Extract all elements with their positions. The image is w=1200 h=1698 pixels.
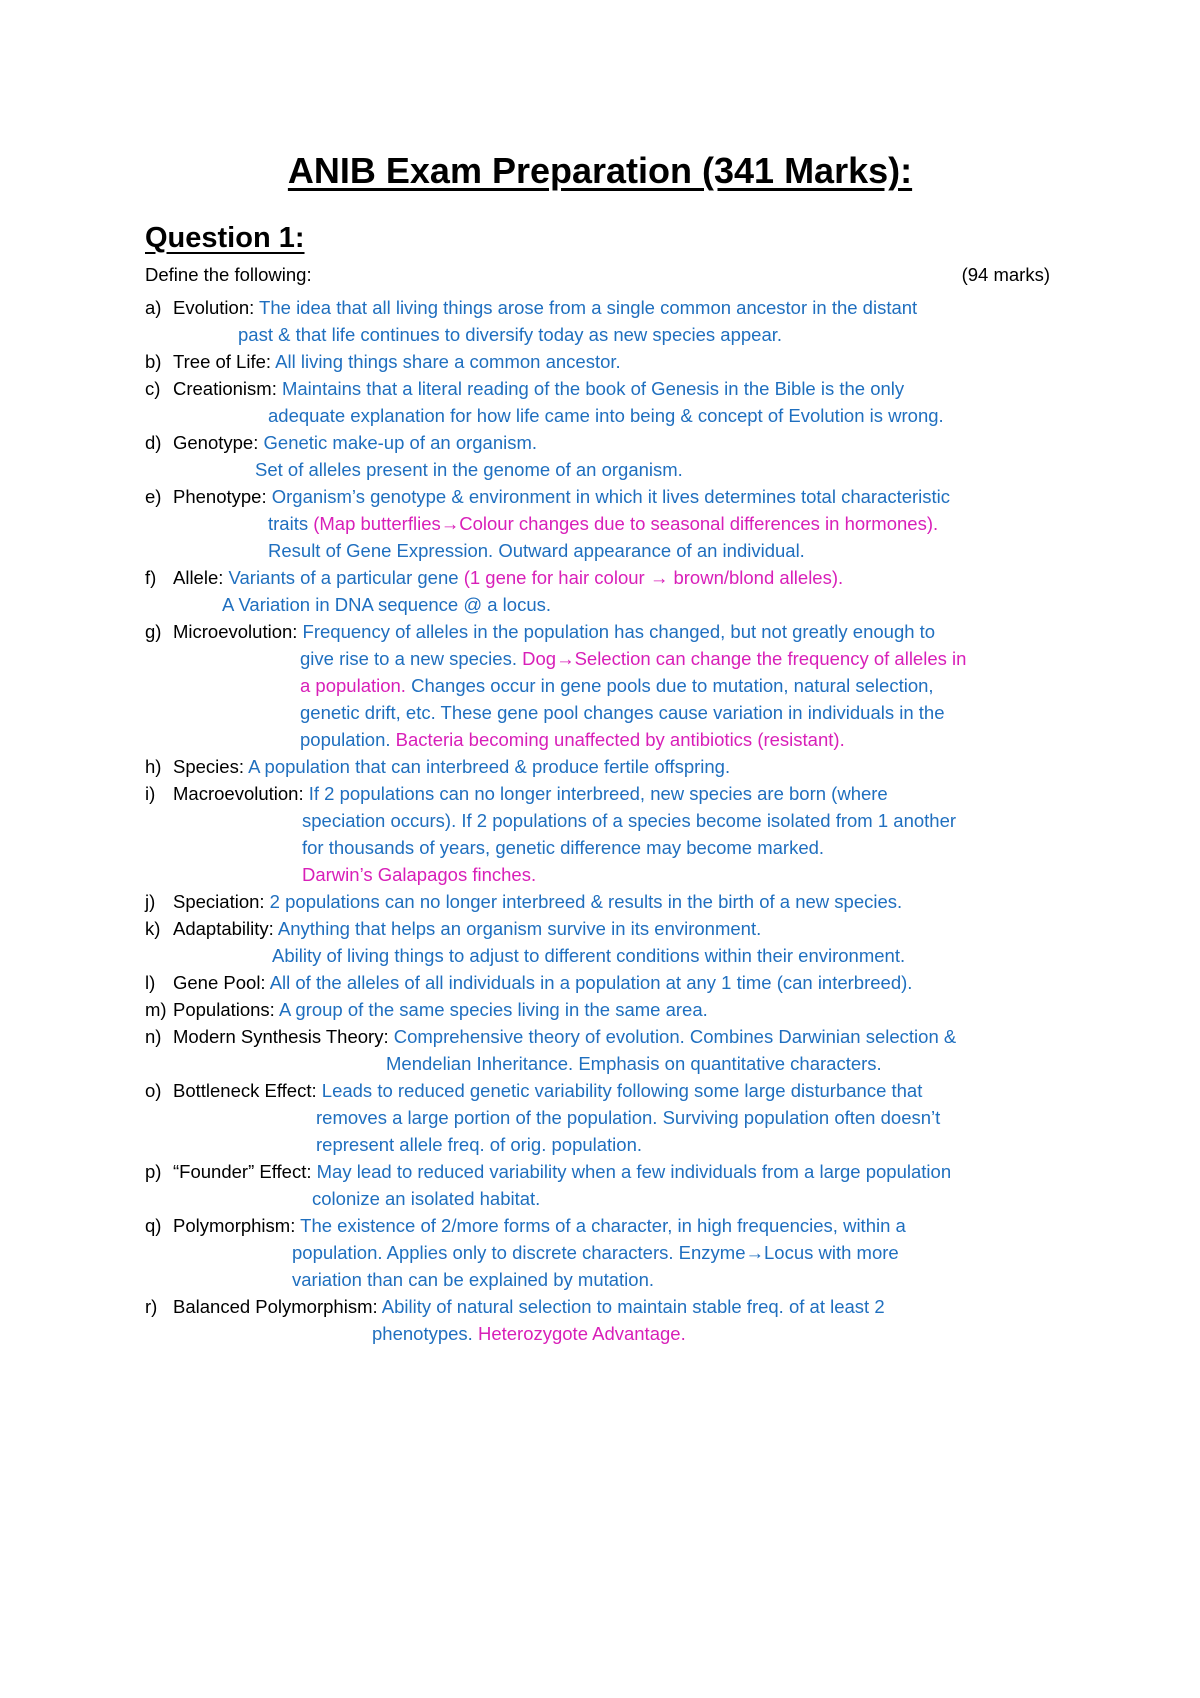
definition-line bbox=[145, 485, 950, 509]
definition-continuation-line bbox=[255, 458, 683, 482]
definition-text: Organism’s genotype & environment in which it lives determines total characteristic bbox=[266, 486, 951, 507]
page-title: ANIB Exam Preparation (341 Marks): bbox=[287, 150, 913, 191]
definition-text: (Map butterflies bbox=[313, 513, 441, 534]
definition-continuation-line bbox=[222, 593, 551, 617]
instruction-text: Define the following: bbox=[145, 264, 312, 285]
definition-term: Gene Pool: bbox=[173, 972, 266, 993]
definition-text: (1 gene for hair colour bbox=[463, 567, 650, 588]
definition-continuation-line bbox=[302, 836, 824, 860]
definition-letter: f) bbox=[145, 567, 157, 588]
definition-text: past & that life continues to diversify today as new species appear. bbox=[238, 324, 783, 345]
definition-line bbox=[145, 917, 761, 941]
definition-continuation-line bbox=[386, 1052, 882, 1076]
arrow-icon: → bbox=[556, 648, 575, 669]
definition-text: The idea that all living things arose from a single common ancestor in the distant bbox=[254, 297, 918, 318]
definition-text: Changes occur in gene pools due to mutation, natural selection, bbox=[405, 675, 934, 696]
definition-text: adequate explanation for how life came into being & concept of Evolution is wrong. bbox=[268, 405, 944, 426]
definition-text: population. bbox=[300, 729, 396, 750]
definition-text: If 2 populations can no longer interbreed, new species are born (where bbox=[303, 783, 888, 804]
definition-text: All living things share a common ancestor. bbox=[271, 351, 621, 372]
definition-text: Heterozygote Advantage. bbox=[477, 1323, 686, 1344]
definition-line bbox=[145, 755, 730, 779]
definition-letter: h) bbox=[145, 756, 162, 777]
definition-term: Genotype: bbox=[173, 432, 259, 453]
definition-text: genetic drift, etc. These gene pool changes cause variation in individuals in the bbox=[300, 702, 945, 723]
definition-letter: m) bbox=[145, 999, 167, 1020]
marks-label: (94 marks) bbox=[961, 264, 1050, 285]
definition-line bbox=[145, 1214, 906, 1238]
definition-text: colonize an isolated habitat. bbox=[312, 1188, 541, 1209]
definition-text: Anything that helps an organism survive in its environment. bbox=[273, 918, 762, 939]
definition-letter: q) bbox=[145, 1215, 162, 1236]
definition-text: Set of alleles present in the genome of an organism. bbox=[255, 459, 683, 480]
definition-term: Speciation: bbox=[173, 891, 265, 912]
definition-term: Populations: bbox=[173, 999, 275, 1020]
definition-line bbox=[145, 350, 621, 374]
definition-term: Tree of Life: bbox=[173, 351, 272, 372]
definition-text: Ability of natural selection to maintain stable freq. of at least 2 bbox=[377, 1296, 885, 1317]
definition-line bbox=[145, 377, 904, 401]
definition-letter: b) bbox=[145, 351, 162, 372]
definition-term: Bottleneck Effect: bbox=[173, 1080, 317, 1101]
definition-continuation-line bbox=[312, 1187, 540, 1211]
definition-text: phenotypes. bbox=[372, 1323, 478, 1344]
definition-letter: k) bbox=[145, 918, 161, 939]
definition-letter: n) bbox=[145, 1026, 162, 1047]
definition-text: A Variation in DNA sequence @ a locus. bbox=[222, 594, 552, 615]
definition-term: Modern Synthesis Theory: bbox=[173, 1026, 389, 1047]
definition-line bbox=[145, 431, 537, 455]
definition-text: population. Applies only to discrete characters. Enzyme bbox=[292, 1242, 746, 1263]
definition-text: variation than can be explained by mutation. bbox=[292, 1269, 655, 1290]
definition-text: Dog bbox=[522, 648, 557, 669]
definition-line bbox=[145, 566, 843, 590]
definition-text: Variants of a particular gene bbox=[223, 567, 464, 588]
definition-text: for thousands of years, genetic difference may become marked. bbox=[302, 837, 825, 858]
arrow-icon: → bbox=[649, 567, 669, 588]
definition-term: “Founder” Effect: bbox=[173, 1161, 312, 1182]
definition-line bbox=[145, 296, 917, 320]
definition-text: Result of Gene Expression. Outward appearance of an individual. bbox=[268, 540, 805, 561]
definition-line bbox=[145, 620, 935, 644]
definition-term: Creationism: bbox=[173, 378, 277, 399]
definition-text: A group of the same species living in the same area. bbox=[274, 999, 708, 1020]
definition-text: Locus with more bbox=[764, 1242, 899, 1263]
definition-text: The existence of 2/more forms of a character, in high frequencies, within a bbox=[295, 1215, 906, 1236]
definition-text: a population. bbox=[300, 675, 406, 696]
definition-line bbox=[145, 998, 708, 1022]
definition-continuation-line bbox=[300, 647, 966, 671]
definition-continuation-line bbox=[372, 1322, 686, 1346]
definition-line bbox=[145, 782, 888, 806]
definition-letter: o) bbox=[145, 1080, 162, 1101]
definition-term: Macroevolution: bbox=[173, 783, 304, 804]
definition-text: Ability of living things to adjust to different conditions within their environment. bbox=[272, 945, 906, 966]
definition-continuation-line bbox=[302, 863, 536, 887]
definition-continuation-line bbox=[268, 512, 938, 536]
definition-term: Adaptability: bbox=[173, 918, 274, 939]
definition-letter: i) bbox=[145, 783, 156, 804]
definition-letter: c) bbox=[145, 378, 161, 399]
definition-line bbox=[145, 890, 902, 914]
definition-line bbox=[145, 1295, 885, 1319]
arrow-icon: → bbox=[745, 1242, 764, 1263]
definition-continuation-line bbox=[300, 674, 934, 698]
definition-text: represent allele freq. of orig. population. bbox=[316, 1134, 643, 1155]
definition-text: Genetic make-up of an organism. bbox=[258, 432, 538, 453]
definition-text: brown/blond alleles). bbox=[668, 567, 844, 588]
definition-text: speciation occurs). If 2 populations of a species become isolated from 1 another bbox=[302, 810, 957, 831]
definition-term: Microevolution: bbox=[173, 621, 298, 642]
definition-line bbox=[145, 1160, 951, 1184]
definition-text: Mendelian Inheritance. Emphasis on quantitative characters. bbox=[386, 1053, 882, 1074]
definition-text: Darwin’s Galapagos finches. bbox=[302, 864, 537, 885]
definition-text: A population that can interbreed & produce fertile offspring. bbox=[243, 756, 731, 777]
definition-letter: j) bbox=[145, 891, 156, 912]
arrow-icon: → bbox=[440, 513, 460, 534]
definition-letter: d) bbox=[145, 432, 162, 453]
definition-continuation-line bbox=[302, 809, 956, 833]
definition-text: May lead to reduced variability when a few individuals from a large population bbox=[311, 1161, 952, 1182]
definition-continuation-line bbox=[316, 1133, 642, 1157]
definition-continuation-line bbox=[300, 728, 845, 752]
definition-text: Bacteria becoming unaffected by antibiotics (resistant). bbox=[395, 729, 845, 750]
definition-term: Allele: bbox=[173, 567, 224, 588]
definition-term: Species: bbox=[173, 756, 244, 777]
definition-line bbox=[145, 971, 912, 995]
definition-continuation-line bbox=[292, 1268, 654, 1292]
definition-line bbox=[145, 1025, 956, 1049]
definition-text: Frequency of alleles in the population has changed, but not greatly enough to bbox=[297, 621, 936, 642]
definition-text: Leads to reduced genetic variability following some large disturbance that bbox=[316, 1080, 923, 1101]
definition-continuation-line bbox=[272, 944, 905, 968]
definition-text: removes a large portion of the population. Surviving population often doesn’t bbox=[316, 1107, 941, 1128]
definition-continuation-line bbox=[238, 323, 782, 347]
definition-continuation-line bbox=[268, 404, 944, 428]
definition-text: All of the alleles of all individuals in a population at any 1 time (can interbreed). bbox=[265, 972, 913, 993]
definition-text: Comprehensive theory of evolution. Combines Darwinian selection & bbox=[388, 1026, 957, 1047]
definition-text: Maintains that a literal reading of the book of Genesis in the Bible is the only bbox=[276, 378, 905, 399]
definition-term: Phenotype: bbox=[173, 486, 267, 507]
definition-continuation-line bbox=[268, 539, 805, 563]
definition-continuation-line bbox=[316, 1106, 940, 1130]
definition-text: give rise to a new species. bbox=[300, 648, 523, 669]
definition-letter: r) bbox=[145, 1296, 158, 1317]
question-heading: Question 1: bbox=[145, 222, 305, 254]
definition-letter: p) bbox=[145, 1161, 162, 1182]
definition-term: Balanced Polymorphism: bbox=[173, 1296, 378, 1317]
definition-text: Colour changes due to seasonal differences in hormones). bbox=[459, 513, 939, 534]
definition-term: Evolution: bbox=[173, 297, 255, 318]
definition-text: Selection can change the frequency of alleles in bbox=[574, 648, 967, 669]
definition-term: Polymorphism: bbox=[173, 1215, 296, 1236]
definition-continuation-line bbox=[292, 1241, 899, 1265]
definition-letter: l) bbox=[145, 972, 156, 993]
definition-letter: a) bbox=[145, 297, 162, 318]
definition-line bbox=[145, 1079, 922, 1103]
definition-text: 2 populations can no longer interbreed & results in the birth of a new species. bbox=[264, 891, 903, 912]
definition-continuation-line bbox=[300, 701, 944, 725]
definition-letter: e) bbox=[145, 486, 162, 507]
definition-letter: g) bbox=[145, 621, 162, 642]
definition-text: traits bbox=[268, 513, 314, 534]
